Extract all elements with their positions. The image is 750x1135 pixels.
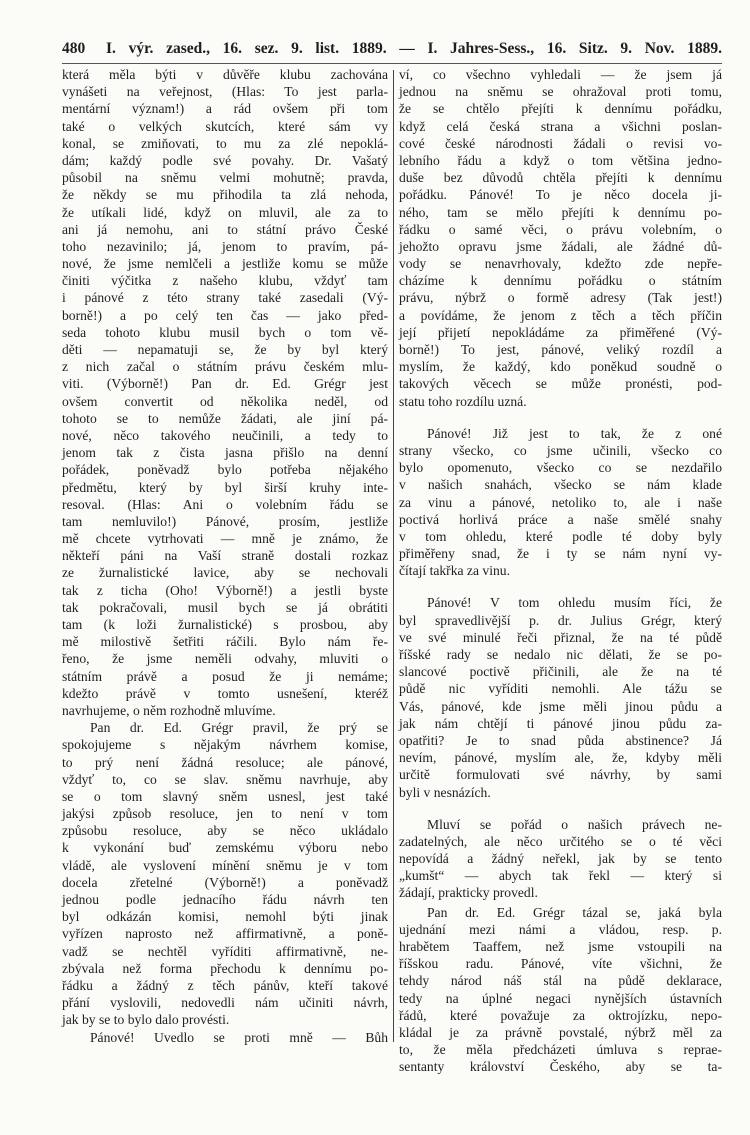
text-line: cové české národnosti žádali o revisi vo- — [399, 135, 722, 151]
text-line: borně!) a po celý ten čas — jako před- — [62, 307, 388, 323]
text-line: přiměřeny snad, že i ty se nám nyní vy- — [399, 546, 722, 562]
text-line: tehdy národ náš stál na půdě deklarace, — [399, 973, 722, 989]
text-line: strany všecko, co jsme učinili, všecko co — [399, 442, 722, 458]
text-line: k vykonání buď zemskému výboru nebo — [62, 840, 388, 856]
text-line: Vás, pánové, kde jsme měli jinou půdu a — [399, 698, 722, 714]
text-line: Pánové! Uvedlo se proti mně — Bůh — [90, 1029, 388, 1045]
text-line: vody se nenavrhovaly, kdežto zde nepře- — [399, 256, 722, 272]
text-line: vládě, ale vyslovení mínění sněmu je v tom — [62, 857, 388, 873]
text-line: to prý není žádná resoluce; ale pánové, — [62, 754, 388, 770]
text-line: také o velkých skutcích, které sám vy — [62, 118, 388, 134]
text-line: že někdy se mu přihodila ta zlá nehoda, — [62, 187, 388, 203]
text-line: „kumšt“ — abych tak řekl — který si — [399, 868, 722, 884]
text-line: právu, nýbrž o formě adresy (Tak jest!) — [399, 290, 722, 306]
text-line: říšské rady se nedalo nic dělati, že se po- — [399, 647, 722, 662]
text-line: státním právě a posud že ji nemáme; — [62, 668, 388, 684]
text-line: když celá česká strana a všichni poslan- — [399, 118, 722, 134]
text-line: ví, co všechno vyhledali — že jsem já — [399, 67, 722, 82]
text-line: kládal je za právně povstalé, nýbrž měl za — [399, 1024, 722, 1040]
text-line: určitě formulovati své návrhy, by sami — [399, 767, 722, 783]
text-line: vyřízen naprosto než affirmativně, a poně- — [62, 926, 388, 942]
text-line: tedy na úplné negaci nynějších ústavních — [399, 990, 722, 1006]
paragraph — [399, 816, 722, 902]
paragraph — [62, 719, 388, 1028]
text-line: Pan dr. Ed. Grégr pravil, že prý se — [90, 720, 388, 736]
text-line: žádají, prakticky provedl. — [399, 885, 538, 901]
text-line: byl spravedlivější p. dr. Julius Grégr, který — [399, 612, 722, 628]
text-line: borně!) To jest, pánové, veliký rozdíl a — [399, 342, 722, 357]
text-line: jakýsi způsob resoluce, jen to není v tom — [62, 806, 388, 822]
left-column — [62, 66, 388, 1046]
text-line: řádku o samé věci, o právu volebním, o — [399, 221, 722, 237]
text-line: v tom ohledu, které podle té doby byly — [399, 528, 722, 544]
text-line: jak nám chtějí ti pánové jinou půdu za- — [399, 715, 722, 731]
text-line: ani já nemohu, ani to státní právo České — [62, 221, 388, 237]
text-line: kdežto právě v tomto usnešení, kteréž — [62, 685, 388, 701]
text-line: spokojujeme s nějakým návrhem komise, — [62, 737, 388, 753]
text-line: zadatelných, ale něco určitého se o té věci — [399, 833, 722, 849]
paragraph — [399, 594, 722, 800]
text-line: sentanty království Českého, aby se ta- — [399, 1059, 722, 1075]
text-line: nové, že jsme nemlčeli a jestliže komu se může — [62, 256, 388, 272]
text-line: řádku a žádný z těch pánův, kteří takové — [62, 977, 388, 993]
text-line: vadž se nechtěl vyříditi affirmativně, ne- — [62, 943, 388, 959]
text-line: lebního řádu a když o tom většina jedno- — [399, 152, 722, 168]
text-line: předmětu, který by byl širší kruhy inte- — [62, 479, 388, 495]
text-line: i pánové z této strany také zasedali (Vý- — [62, 290, 388, 306]
text-line: statu toho rozdílu uzná. — [399, 393, 527, 409]
paragraph — [399, 425, 722, 580]
text-line: tam nemluvilo!) Pánové, prosím, jestliže — [62, 513, 388, 529]
text-line: ve své minulé řeči přiznal, že na té půdě — [399, 629, 722, 645]
text-line: jednou na sněmu se ohražoval proti tomu, — [399, 84, 722, 100]
text-line: mě milostivě šetřiti ráčili. Bylo nám ře- — [62, 634, 388, 650]
text-line: vždyť to, co se slav. sněmu navrhuje, aby — [62, 771, 388, 787]
text-line: že se chtělo přejíti k dennímu pořádku, — [399, 101, 722, 117]
text-line: ovšem convertit od několika neděl, od — [62, 393, 388, 409]
text-line: Pan dr. Ed. Grégr tázal se, jaká byla — [427, 904, 722, 920]
text-line: cházíme k dennímu pořádku o státním — [399, 273, 722, 289]
text-line: v našich snahách, všecko se nám klade — [399, 477, 722, 493]
column-divider — [393, 70, 394, 1042]
text-line: nové, něco takového neučinili, a tedy to — [62, 427, 388, 443]
paragraph — [62, 1029, 388, 1046]
text-line: byl odkázán komisi, nemohl býti jinak — [62, 909, 388, 925]
text-line: řeno, že jsme neměli odvahy, mluviti o — [62, 651, 388, 667]
text-line: Pánové! V tom ohledu musím říci, že — [427, 595, 722, 611]
text-line: která měla býti v důvěře klubu zachována — [62, 67, 388, 82]
text-line: ného, tam se mělo přejíti k dennímu po- — [399, 204, 722, 220]
text-line: vynášeti na veřejnost, (Hlas: To jest parla- — [62, 84, 388, 100]
running-title: I. výr. zased., 16. sez. 9. list. 1889. — I. Jahres-Sess., 16. Sitz. 9. Nov. 1889. — [106, 40, 722, 57]
text-line: činiti výčitka z našeho klubu, vždyť tam — [62, 273, 388, 289]
text-line: jehožto opravu jsme žádali, ale žádné dů- — [399, 238, 722, 254]
text-line: nevím, pánové, myslím ale, že, kdyby měli — [399, 750, 722, 766]
text-line: duše bez důvodů chtěla přejíti k dennímu — [399, 170, 722, 186]
text-line: někteří páni na Vaší straně dostali rozkaz — [62, 548, 388, 564]
text-line: a povídáme, že jenom z těch a těch příčin — [399, 307, 722, 323]
text-line: ze žurnalistické lavice, aby se nechovali — [62, 565, 388, 581]
text-line: bylo opomenuto, všecko co se nezdařilo — [399, 460, 722, 476]
text-line: pořádku. Pánové! To je něco docela ji- — [399, 187, 722, 203]
paragraph — [399, 904, 722, 1076]
text-line: její přijetí nepokládáme za přiměřené (Vý- — [399, 324, 722, 340]
text-line: že utíkali lidé, když on mluvil, ale za to — [62, 204, 388, 220]
text-line: půdě nic vyříditi nemohli. Ale tážu se — [399, 681, 722, 697]
text-line: děti — nepamatuji se, že by byl který — [62, 342, 388, 357]
page-header — [62, 40, 722, 62]
text-line: působil na sněmu velmi mohutně; pravda, — [62, 170, 388, 186]
paragraph — [399, 66, 722, 410]
text-line: tam (k loži žurnalistické) s prosbou, aby — [62, 617, 388, 632]
text-line: toho nezavinilo; já, jenom to pravím, pá- — [62, 238, 388, 254]
text-line: přání vyslovili, nedovedli nám učiniti návrh, — [62, 995, 388, 1011]
text-line: mentární význam!) a rád ovšem při tom — [62, 101, 388, 117]
text-line: za vinu a pánové, netoliko to, ale i naše — [399, 494, 722, 510]
text-line: resoval. (Hlas: Ani o volebním řádu se — [62, 496, 388, 512]
text-line: seda tohoto klubu musil bych o tom vě- — [62, 324, 388, 340]
text-line: tohoto se to nemůže žádati, ale jiní pá- — [62, 410, 388, 426]
text-line: myslím, že každý, kdo poněkud soudně o — [399, 359, 722, 375]
text-line: mě chcete vytrhovati — mně je známo, že — [62, 531, 388, 547]
text-line: dám; každý podle své povahy. Dr. Vašatý — [62, 152, 388, 168]
text-line: řádů, které považuje za oktrojízku, nepo- — [399, 1007, 722, 1023]
text-line: pořádek, poněvadž bylo potřeba nějakého — [62, 462, 388, 478]
text-line: opatřiti? Je to snad půda abstinence? Já — [399, 732, 722, 748]
text-line: Mluví se pořád o našich právech ne- — [427, 816, 722, 832]
text-line: docela zřetelné (Výborně!) a poněvadž — [62, 874, 388, 890]
text-line: poctivá horlivá práce a naše smělé snahy — [399, 511, 722, 527]
text-line: říšskou radu. Pánové, víte všichni, že — [399, 956, 722, 972]
text-line: se o tom slavný sněm usnesl, jest také — [62, 788, 388, 804]
text-line: hrabětem Taaffem, než jsme vstoupili na — [399, 939, 722, 954]
text-line: čítají takřka za vinu. — [399, 563, 510, 579]
text-line: způsobu resoluce, aby se něco ukládalo — [62, 823, 388, 839]
text-line: to, že měla předcházeti úmluva s reprae- — [399, 1042, 722, 1058]
text-line: slancové poctivě přičinili, ale že na té — [399, 664, 722, 680]
text-line: Pánové! Již jest to tak, že z oné — [427, 425, 722, 441]
text-line: navrhujeme, o něm rozhodně mluvíme. — [62, 702, 276, 718]
paragraph — [62, 66, 388, 719]
text-line: viti. (Výborně!) Pan dr. Ed. Grégr jest — [62, 376, 388, 392]
text-line: jenom tak z čista jasna přišlo na denní — [62, 445, 388, 461]
text-line: tak pokračovali, musil bych se já obrátiti — [62, 599, 388, 615]
text-line: byli v nesnázích. — [399, 784, 491, 800]
text-line: jednou podle jednacího řádu návrh ten — [62, 892, 388, 907]
text-line: takových věcech se může pronésti, pod- — [399, 376, 722, 392]
page-number: 480 — [62, 40, 86, 57]
header-rule — [62, 63, 722, 64]
right-column — [399, 66, 722, 1076]
text-line: zbývala než forma přechodu k dennímu po- — [62, 960, 388, 976]
text-line: z nich začal o státním právu českém mlu- — [62, 359, 388, 375]
text-line: konal, se zmiňovati, to mu za zlé nepoklá- — [62, 135, 388, 151]
text-line: tak z ticha (Oho! Výborně!) a jestli byste — [62, 582, 388, 598]
text-line: ujednání mezi námi a vládou, resp. p. — [399, 921, 722, 937]
text-line: jak by se to bylo dalo provésti. — [62, 1012, 230, 1028]
text-line: nepovídá a žádný neřekl, jak by se tento — [399, 851, 722, 867]
